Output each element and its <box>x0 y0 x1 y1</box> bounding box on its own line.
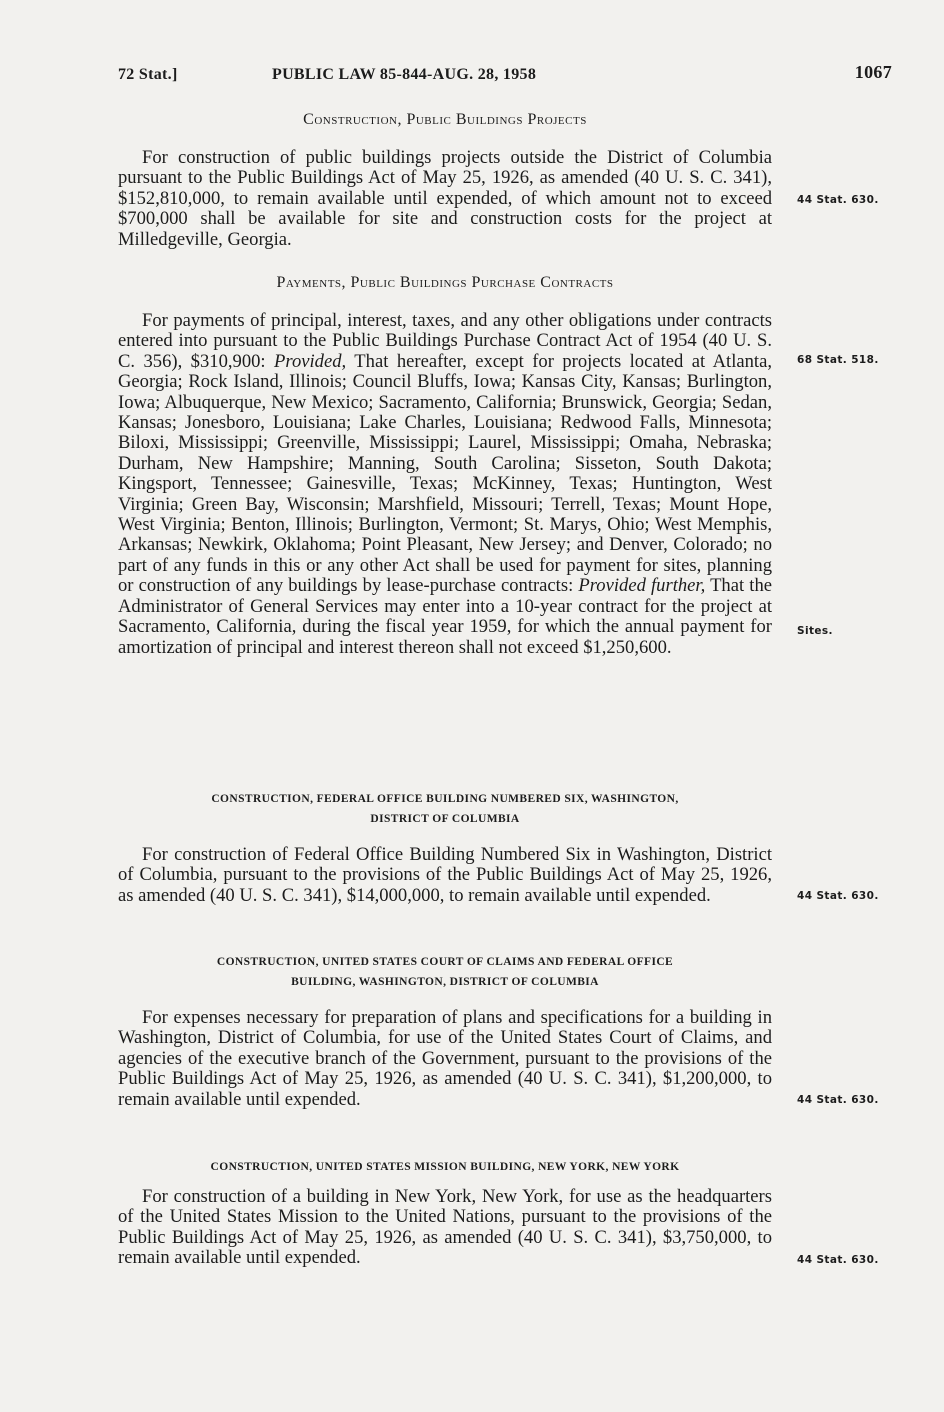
running-head <box>118 62 892 90</box>
heading-line: CONSTRUCTION, FEDERAL OFFICE BUILDING NUMBERED SIX, WASHINGTON, <box>211 793 679 805</box>
provided-term: Provided, <box>274 350 347 372</box>
margin-note-citation: 44 Stat. 630. <box>797 194 879 206</box>
margin-note-sites: Sites. <box>797 625 833 637</box>
margin-note-citation: 44 Stat. 630. <box>797 1094 879 1106</box>
page-number: 1067 <box>854 62 892 82</box>
section-heading-mission-building: CONSTRUCTION, UNITED STATES MISSION BUILDING, NEW YORK, NEW YORK <box>210 1161 680 1173</box>
margin-note-citation: 44 Stat. 630. <box>797 1254 879 1266</box>
paragraph-mission-building: For construction of a building in New York, New York, for use as the headquarters of the United States Mission to the United Nations, pursuant to the provisions of the Public Buildings Act of May 25, 1926, as amended (40 U. S. C. 341), $3,750,000, to remain available until expended. <box>118 1186 772 1269</box>
margin-note-citation: 44 Stat. 630. <box>797 890 879 902</box>
paragraph-public-buildings-projects: For construction of public buildings projects outside the District of Columbia pursuant to the Public Buildings Act of May 25, 1926, as amended (40 U. S. C. 341), $152,810,000, to remain available until expended, of which amount not to exceed $700,000 shall be available for site and construction costs for the project at Milledgeville, Georgia. <box>118 147 772 250</box>
paragraph-office-building-six: For construction of Federal Office Building Numbered Six in Washington, District of Columbia, pursuant to the provisions of the Public Buildings Act of May 25, 1926, as amended (40 U. S. C. 341), $14,000,000, to remain available until expended. <box>118 844 772 906</box>
section-heading-public-buildings-projects: Construction, Public Buildings Projects <box>303 111 587 128</box>
paragraph-purchase-contracts <box>118 311 772 658</box>
provided-further-term: Provided further, <box>578 575 706 597</box>
margin-note-citation: 68 Stat. 518. <box>797 354 879 366</box>
text-projects-list: That hereafter, except for projects located at Atlanta, Georgia; Rock Island, Illinois; Council Bluffs, Iowa; Kansas City, Kansas; Burlington, Iowa; Albuquerque, New Mexico; Sacramento, California; Brunswick, Georgia; Sedan, Kansas; Jonesboro, Louisiana; Lake Charles, Louisiana; Redwood Falls, Minnesota; Biloxi, Mississippi; Greenville, Mississippi; Laurel, Mississippi; Omaha, Nebraska; Durham, New Hampshire; Manning, South Carolina; Sisseton, South Dakota; Kingsport, Tennessee; Gainesville, Texas; McKinney, Texas; Huntington, West Virginia; Green Bay, Wisconsin; Marshfield, Missouri; Terrell, Texas; Mount Hope, West Virginia; Benton, Illinois; Burlington, Vermont; St. Marys, Ohio; West Memphis, Arkansas; Newkirk, Oklahoma; Point Pleasant, New Jersey; and Denver, Colorado; no part of any funds in this or any other Act shall be used for payment for sites, planning or construction of any buildings by lease-purchase contracts: <box>118 350 773 597</box>
section-heading-court-of-claims <box>118 952 772 992</box>
paragraph-court-of-claims: For expenses necessary for preparation of plans and specifications for a building in Washington, District of Columbia, for use of the United States Court of Claims, and agencies of the executive branch of the Government, pursuant to the provisions of the Public Buildings Act of May 25, 1926, as amended (40 U. S. C. 341), $1,200,000, to remain available until expended. <box>118 1007 772 1110</box>
header-citation: 72 Stat.] <box>118 66 178 83</box>
section-heading-office-building-six <box>118 789 772 829</box>
heading-line: BUILDING, WASHINGTON, DISTRICT OF COLUMBIA <box>291 976 599 988</box>
text-administrator-contract: That the Administrator of General Services may enter into a 10-year contract for the project at Sacramento, California, during the fiscal year 1959, for which the annual payment for amortization of principal and interest thereon shall not exceed $1,250,600. <box>118 575 773 658</box>
heading-line: CONSTRUCTION, UNITED STATES COURT OF CLAIMS AND FEDERAL OFFICE <box>216 956 674 968</box>
section-heading-purchase-contracts: Payments, Public Buildings Purchase Contracts <box>276 274 614 291</box>
heading-line: DISTRICT OF COLUMBIA <box>370 813 520 825</box>
header-title: PUBLIC LAW 85-844-AUG. 28, 1958 <box>272 66 537 83</box>
text-principal-payments: For payments of principal, interest, taxes, and any other obligations under contracts entered into pursuant to the Public Buildings Purchase Contract Act of 1954 (40 U. S. C. 356), $310,900: <box>118 310 772 372</box>
